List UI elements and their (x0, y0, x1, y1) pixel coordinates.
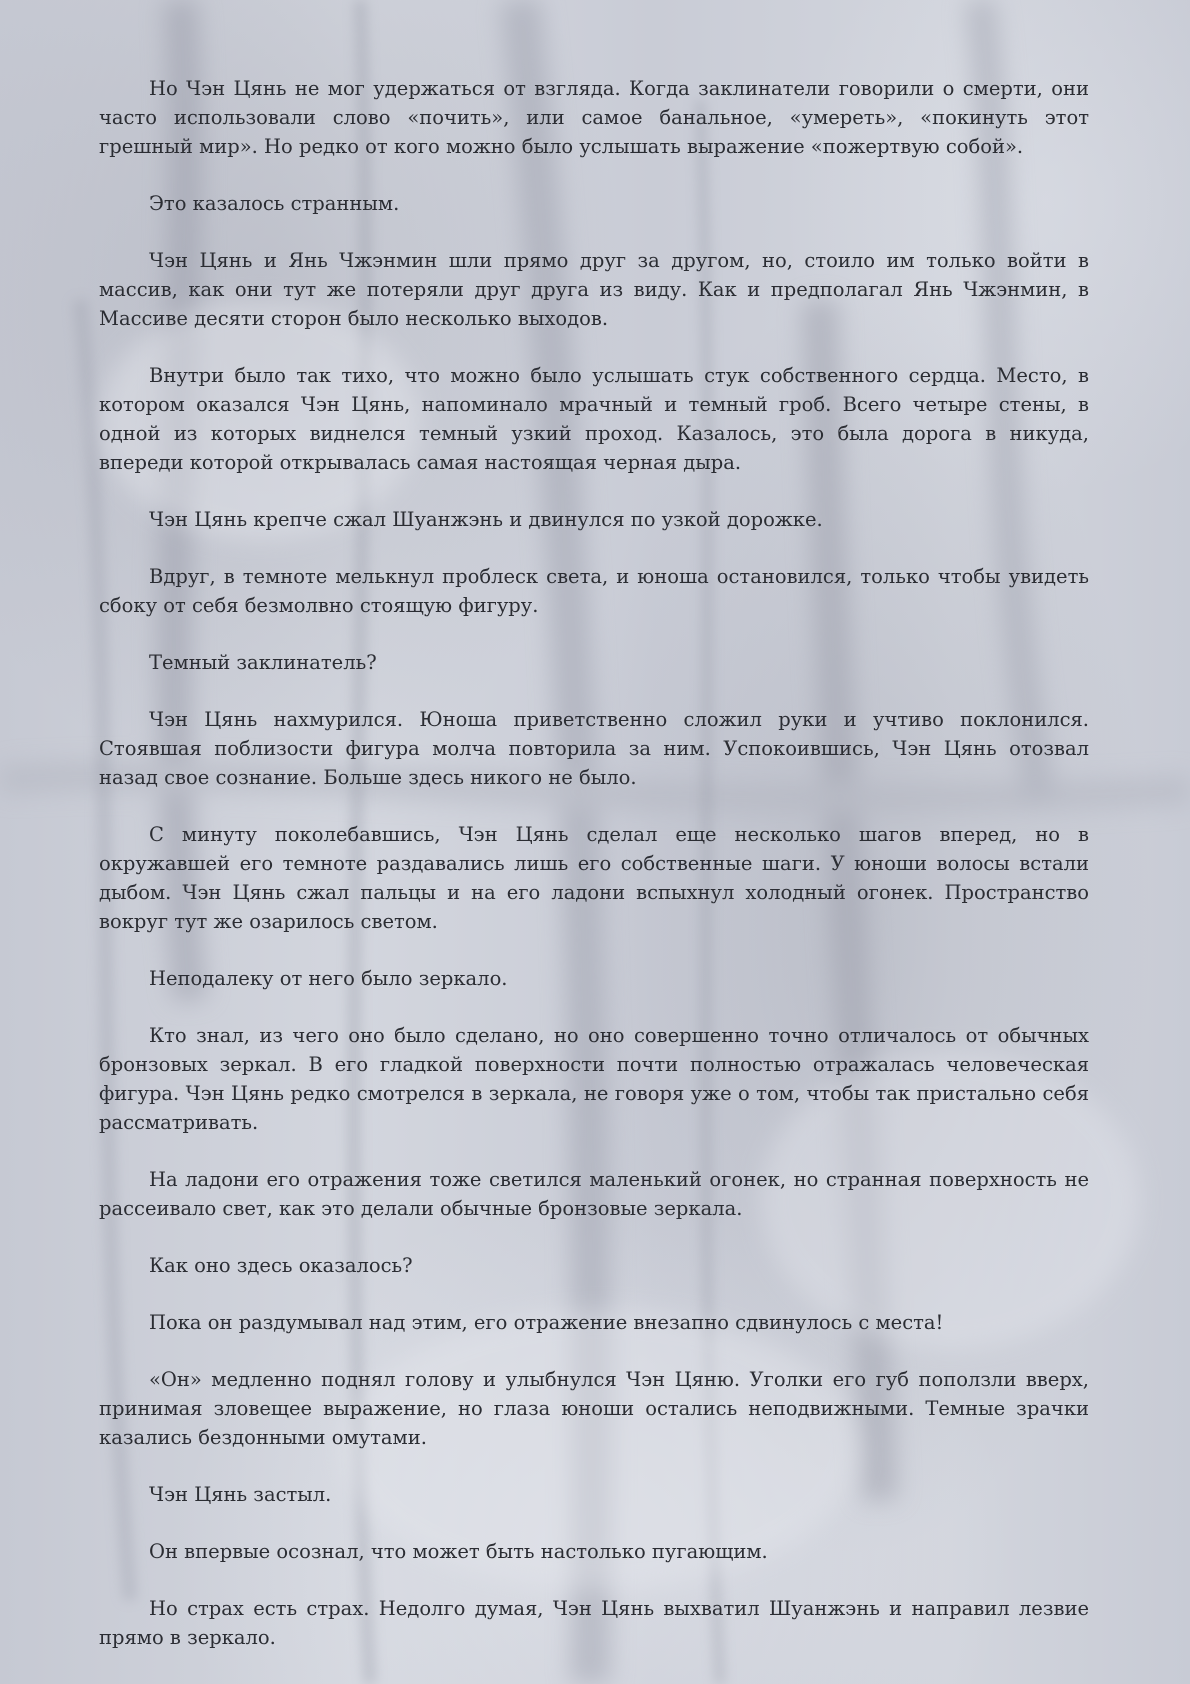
paragraph: Это казалось странным. (149, 192, 400, 215)
paragraph: Вдруг, в темноте мелькнул проблеск света, и юноша остановился, только чтобы увидеть сбоку от себя безмолвно стоящую фигуру. (99, 565, 1089, 617)
paragraph: Темный заклинатель? (149, 651, 377, 674)
paragraph: С минуту поколебавшись, Чэн Цянь сделал еще несколько шагов вперед, но в окружавшей его темноте раздавались лишь его собственные шаги. У юноши волосы встали дыбом. Чэн Цянь сжал пальцы и на его ладони вспыхнул холодный огонек. Пространство вокруг тут же озарилось светом. (99, 823, 1089, 933)
paragraph: Кто знал, из чего оно было сделано, но оно совершенно точно отличалось от обычных бронзовых зеркал. В его гладкой поверхности почти полностью отражалась человеческая фигура. Чэн Цянь редко смотрелся в зеркала, не говоря уже о том, чтобы так пристально себя рассматривать. (99, 1024, 1089, 1134)
paragraph: Чэн Цянь застыл. (149, 1483, 332, 1506)
paragraph: Неподалеку от него было зеркало. (149, 967, 508, 990)
paragraph: На ладони его отражения тоже светился маленький огонек, но странная поверхность не рассеивало свет, как это делали обычные бронзовые зеркала. (99, 1168, 1089, 1220)
paragraph: Чэн Цянь нахмурился. Юноша приветственно сложил руки и учтиво поклонился. Стоявшая поблизости фигура молча повторила за ним. Успокоившись, Чэн Цянь отозвал назад свое сознание. Больше здесь никого не было. (99, 708, 1089, 789)
paragraph: Пока он раздумывал над этим, его отражение внезапно сдвинулось с места! (149, 1311, 944, 1334)
paragraph: Но Чэн Цянь не мог удержаться от взгляда. Когда заклинатели говорили о смерти, они часто использовали слово «почить», или самое банальное, «умереть», «покинуть этот грешный мир». Но редко от кого можно было услышать выражение «пожертвую собой». (99, 77, 1089, 158)
paragraph: «Он» медленно поднял голову и улыбнулся Чэн Цяню. Уголки его губ поползли вверх, принимая зловещее выражение, но глаза юноши остались неподвижными. Темные зрачки казались бездонными омутами. (99, 1368, 1089, 1449)
paragraph: Как оно здесь оказалось? (149, 1254, 413, 1277)
paragraph: Чэн Цянь и Янь Чжэнмин шли прямо друг за другом, но, стоило им только войти в массив, как они тут же потеряли друг друга из виду. Как и предполагал Янь Чжэнмин, в Массиве десяти сторон было несколько выходов. (99, 249, 1089, 330)
document-page (99, 74, 1089, 1680)
paragraph: Он впервые осознал, что может быть настолько пугающим. (149, 1540, 768, 1563)
paragraph: Но страх есть страх. Недолго думая, Чэн Цянь выхватил Шуанжэнь и направил лезвие прямо в зеркало. (99, 1597, 1089, 1649)
paragraph: Чэн Цянь крепче сжал Шуанжэнь и двинулся по узкой дорожке. (149, 508, 823, 531)
paragraph: Внутри было так тихо, что можно было услышать стук собственного сердца. Место, в котором оказался Чэн Цянь, напоминало мрачный и темный гроб. Всего четыре стены, в одной из которых виднелся темный узкий проход. Казалось, это была дорога в никуда, впереди которой открывалась самая настоящая черная дыра. (99, 364, 1089, 474)
